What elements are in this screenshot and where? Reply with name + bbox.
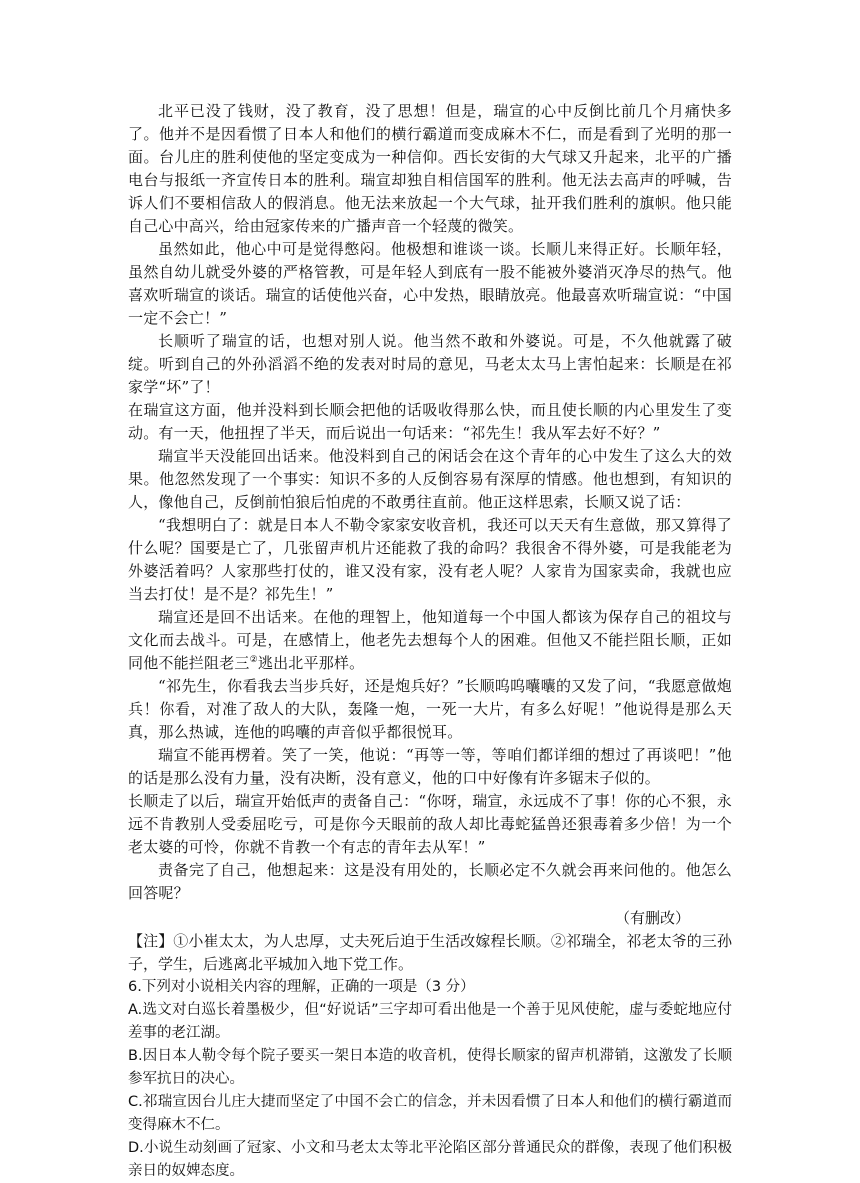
document-page [128, 100, 732, 1183]
source-note: （有删改） [614, 909, 690, 927]
passage-paragraph-1: 北平已没了钱财，没了教育，没了思想！但是，瑞宣的心中反倒比前几个月痛快多了。他并不是因看惯了日本人和他们的横行霸道而变成麻木不仁，而是看到了光明的那一面。台儿庄的胜利使他的坚定变成为一种信仰。西长安街的大气球又升起来，北平的广播电台与报纸一齐宣传日本的胜利。瑞宣却独自相信国军的胜利。他无法去高声的呼喊，告诉人们不要相信敌人的假消息。他无法来放起一个大气球，扯开我们胜利的旗帜。他只能自己心中高兴，给由冠家传来的广播声音一个轻蔑的微笑。 [128, 102, 732, 235]
question-option-a: A.选文对白巡长着墨极少，但“好说话”三字却可看出他是一个善于见风使舵，虚与委蛇地应付差事的老江湖。 [128, 1002, 732, 1041]
annotation-note: 【注】①小崔太太，为人忠厚，丈夫死后迫于生活改嫁程长顺。②祁瑞全，祁老太爷的三孙子，学生，后逃离北平城加入地下党工作。 [128, 932, 732, 973]
passage-paragraph-10: 长顺走了以后，瑞宣开始低声的责备自己：“你呀，瑞宣，永远成不了事！你的心不狠，永远不肯教别人受委屈吃亏，可是你今天眼前的敌人却比毒蛇猛兽还狠毒着多少倍！为一个老太婆的可怜，你就不肯教一个有志的青年去从军！” [128, 792, 732, 856]
passage-paragraph-6: “我想明白了：就是日本人不勒令家家安收音机，我还可以天天有生意做，那又算得了什么呢？国要是亡了，几张留声机片还能救了我的命吗？我很舍不得外婆，可是我能老为外婆活着吗？人家那些打仗的，谁又没有家，没有老人呢？人家肯为国家卖命，我就也应当去打仗！是不是？祁先生！” [128, 516, 732, 603]
footnote-marker: ② [249, 655, 258, 665]
paragraph-7-text-b: 逃出北平那样。 [257, 654, 365, 672]
passage-paragraph-7 [128, 606, 732, 675]
passage-paragraph-4: 在瑞宣这方面，他并没料到长顺会把他的话吸收得那么快，而且使长顺的内心里发生了变动。有一天，他扭捏了半天，而后说出一句话来：“祁先生！我从军去好不好？” [128, 401, 732, 442]
passage-paragraph-3: 长顺听了瑞宣的话，也想对别人说。他当然不敢和外婆说。可是，不久他就露了破绽。听到自己的外孙滔滔不绝的发表对时局的意见，马老太太马上害怕起来：长顺是在祁家学“坏”了！ [128, 332, 732, 396]
question-option-c: C.祁瑞宣因台儿庄大捷而坚定了中国不会亡的信念，并未因看惯了日本人和他们的横行霸道而变得麻木不仁。 [128, 1094, 732, 1133]
passage-paragraph-11: 责备完了自己，他想起来：这是没有用处的，长顺必定不久就会再来问他的。他怎么回答呢？ [128, 861, 732, 902]
paragraph-7-text-a: 瑞宣还是回不出话来。在他的理智上，他知道每一个中国人都该为保存自己的祖坟与文化而去战斗。可是，在感情上，他老先去想每个人的困难。但他又不能拦阻长顺，正如同他不能拦阻老三 [128, 608, 732, 672]
question-stem: 6.下列对小说相关内容的理解，正确的一项是（3 分） [128, 979, 475, 995]
question-option-d: D.小说生动刻画了冠家、小文和马老太太等北平沦陷区部分普通民众的群像，表现了他们积极亲日的奴婢态度。 [128, 1140, 732, 1179]
question-option-b: B.因日本人勒令每个院子要买一架日本造的收音机，使得长顺家的留声机滞销，这激发了长顺参军抗日的决心。 [128, 1048, 732, 1087]
passage-paragraph-2: 虽然如此，他心中可是觉得憋闷。他极想和谁谈一谈。长顺儿来得正好。长顺年轻，虽然自幼儿就受外婆的严格管教，可是年轻人到底有一股不能被外婆消灭净尽的热气。他喜欢听瑞宣的谈话。瑞宣的话使他兴奋，心中发热，眼睛放亮。他最喜欢听瑞宣说：“中国一定不会亡！” [128, 240, 732, 327]
passage-paragraph-9: 瑞宣不能再楞着。笑了一笑，他说：“再等一等，等咱们都详细的想过了再谈吧！”他的话是那么没有力量，没有决断，没有意义，他的口中好像有许多锯末子似的。 [128, 746, 732, 787]
passage-paragraph-5: 瑞宣半天没能回出话来。他没料到自己的闲话会在这个青年的心中发生了这么大的效果。他忽然发现了一个事实：知识不多的人反倒容易有深厚的情感。他也想到，有知识的人，像他自己，反倒前怕狼后怕虎的不敢勇往直前。他正这样思索，长顺又说了话： [128, 447, 732, 511]
passage-paragraph-8: “祁先生，你看我去当步兵好，还是炮兵好？”长顺呜呜囔囔的又发了问，“我愿意做炮兵！你看，对准了敌人的大队，轰隆一炮，一死一大片，有多么好呢！”他说得是那么天真，那么热诚，连他的呜囔的声音似乎都很悦耳。 [128, 677, 732, 741]
